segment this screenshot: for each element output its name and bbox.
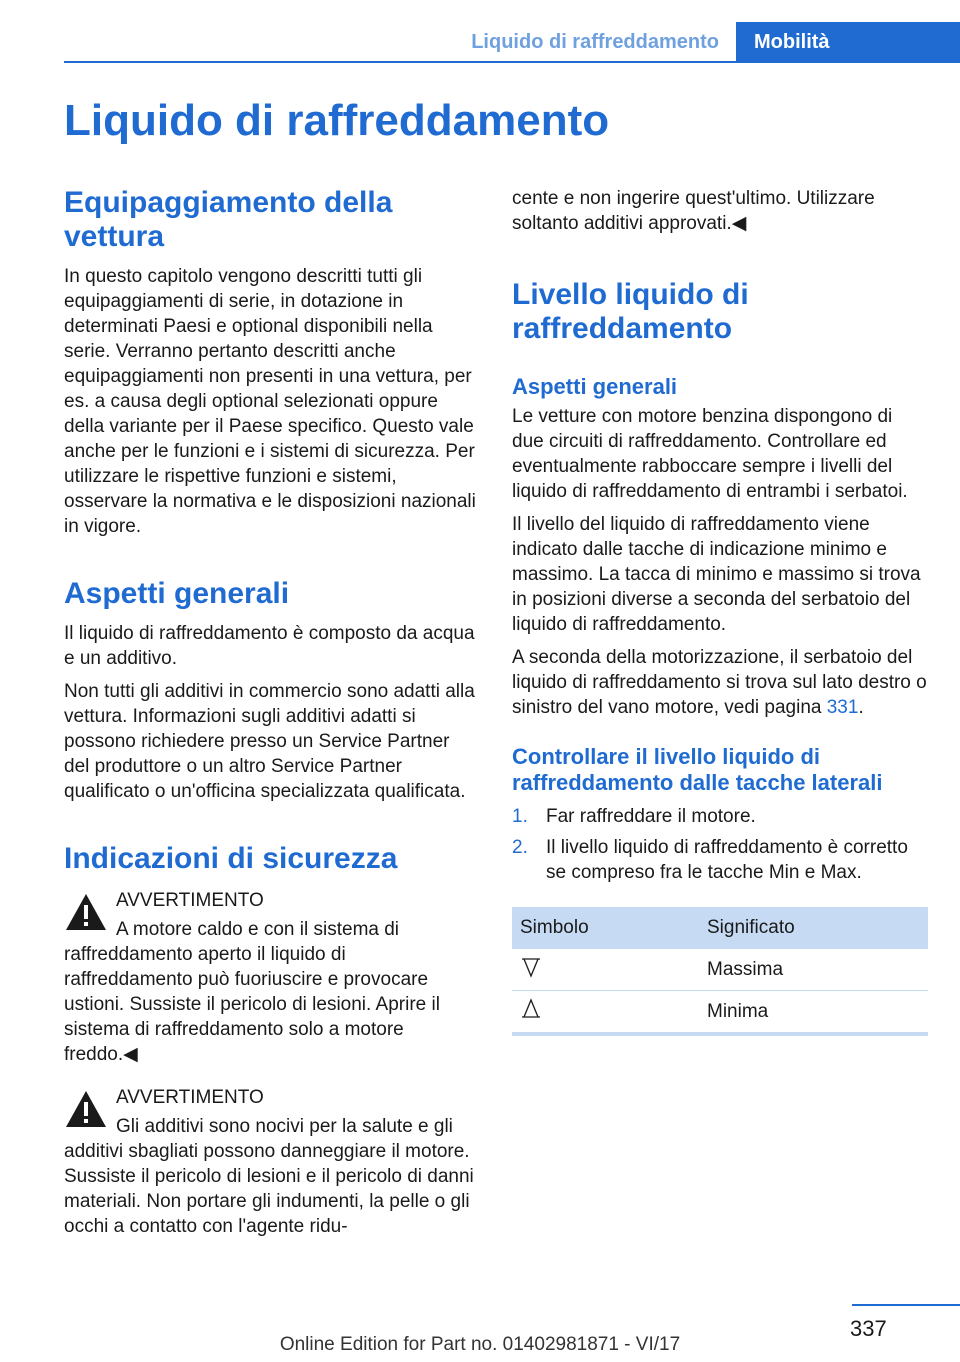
- step-number: 1.: [512, 806, 528, 827]
- edition-footer: Online Edition for Part no. 01402981871 - VI/17: [279, 1334, 681, 1355]
- warning-text-2: Gli additivi sono nocivi per la salute e gli additivi sbagliati possono danneggiare il motore. Sussiste il pericolo di lesioni e il pericolo di danni materiali. Non portare gli indumenti, la pelle o gli occhi a contatto con l'agente ridu-: [64, 1116, 474, 1237]
- left-column: [64, 186, 478, 1239]
- table-cell-meaning: Massima: [699, 949, 928, 991]
- max-mark-icon: [520, 956, 542, 978]
- level-paragraph-1: Le vetture con motore benzina dispongono di due circuiti di raffreddamento. Controllare ed eventualmente rabboccare sempre i livelli del liquido di raffreddamento di entrambi i serbatoi.: [512, 406, 908, 502]
- equipment-heading: Equipaggiamento della vettura: [64, 186, 393, 253]
- equipment-text: In questo capitolo vengono descritti tutti gli equipaggiamenti di serie, in dotazione in determinati Paesi e optional disponibili nella serie. Verranno pertanto descritti anche equipaggiamenti non presenti in una vettura, per es. a causa degli optional selezionati oppure della variante per il Paese specifico. Questo vale anche per le funzioni e i sistemi di sicurezza. Per utilizzare le rispettive funzioni e sistemi, osservare la normativa e le disposizioni nazionali in vigore.: [64, 266, 476, 537]
- table-row: [512, 991, 928, 1035]
- table-cell-symbol: [512, 949, 699, 991]
- step-item: [512, 804, 928, 829]
- footer-rule: [852, 1304, 960, 1306]
- general-paragraph-2: Non tutti gli additivi in commercio sono adatti alla vettura. Informazioni sugli additivi adatti si possono richiedere presso un Service Partner del produttore o un altro Service Partner qualificato o un'officina specializzata qualificata.: [64, 681, 475, 802]
- table-header-symbol: Simbolo: [512, 907, 699, 949]
- header-chapter-tab: Mobilità: [736, 22, 960, 62]
- continued-text: cente e non ingerire quest'ultimo. Utilizzare soltanto additivi approvati.◀: [512, 188, 875, 234]
- safety-heading: Indicazioni di sicurezza: [64, 842, 398, 875]
- step-item: [512, 835, 928, 885]
- general-subheading: Aspetti generali: [512, 374, 678, 399]
- step-number: 2.: [512, 837, 528, 858]
- general-paragraph-1: Il liquido di raffreddamento è composto da acqua e un additivo.: [64, 623, 475, 669]
- table-header-meaning: Significato: [699, 907, 928, 949]
- level-paragraph-3: [512, 645, 928, 720]
- step-text: Far raffreddare il motore.: [546, 806, 756, 827]
- warning-label: AVVERTIMENTO: [116, 1087, 264, 1108]
- header-section-title: Liquido di raffreddamento: [471, 31, 719, 53]
- warning-block-2: [64, 1085, 478, 1110]
- step-text: Il livello liquido di raffreddamento è corretto se compreso fra le tacche Min e Max.: [546, 837, 908, 883]
- table-row: [512, 949, 928, 991]
- warning-label: AVVERTIMENTO: [116, 890, 264, 911]
- page-reference-link[interactable]: 331: [826, 697, 859, 718]
- level-heading: Livello liquido di raffreddamento: [512, 278, 749, 345]
- right-column: [512, 186, 928, 1036]
- min-mark-icon: [520, 998, 542, 1020]
- level-paragraph-3-text: A seconda della motorizzazione, il serbatoio del liquido di raffreddamento si trova sul lato destro o sinistro del vano motore, vedi pagina: [512, 647, 927, 718]
- symbol-table: [512, 907, 928, 1036]
- warning-triangle-icon: [64, 892, 108, 932]
- level-paragraph-3-end: .: [858, 697, 864, 718]
- table-cell-meaning: Minima: [699, 991, 928, 1035]
- page-number: 337: [850, 1316, 887, 1341]
- level-paragraph-2: Il livello del liquido di raffreddamento viene indicato dalle tacche di indicazione minimo e massimo. La tacca di minimo e massimo si trova in posizioni diverse a seconda del serbatoio del liquido di raffreddamento.: [512, 514, 921, 635]
- check-heading: Controllare il livello liquido di raffreddamento dalle tacche laterali: [512, 744, 883, 795]
- page-title: Liquido di raffreddamento: [64, 96, 610, 145]
- warning-text-1: A motore caldo e con il sistema di raffreddamento aperto il liquido di raffreddamento può fuoriuscire e provocare ustioni. Sussiste il pericolo di lesioni. Aprire il sistema di raffreddamento solo a motore freddo.◀: [64, 919, 440, 1065]
- warning-triangle-icon: [64, 1089, 108, 1129]
- header-rule: [64, 61, 960, 63]
- general-heading: Aspetti generali: [64, 577, 290, 610]
- table-cell-symbol: [512, 991, 699, 1035]
- warning-block-1: [64, 888, 478, 913]
